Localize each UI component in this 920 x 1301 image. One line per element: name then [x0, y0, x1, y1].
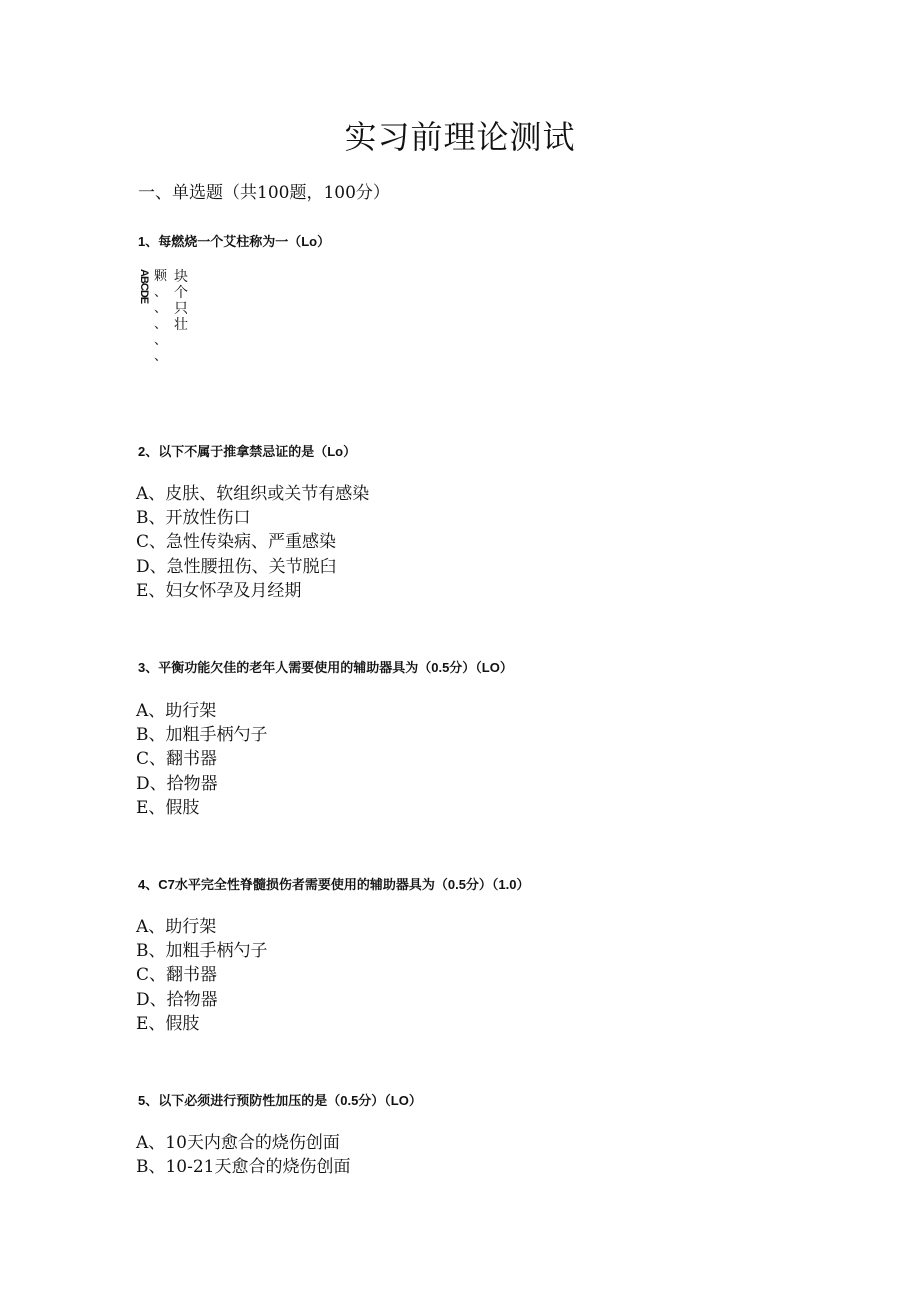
question-1-option-first: 颗	[154, 269, 168, 284]
question-1-sep: 、	[154, 333, 168, 348]
question-2-options	[136, 482, 369, 603]
question-4-options	[136, 915, 268, 1036]
option-d: D、拾物器	[136, 989, 218, 1010]
option-d: D、拾物器	[136, 773, 218, 794]
option-c: C、急性传染病、严重感染	[136, 532, 337, 553]
question-1-option-e: 壮	[174, 317, 188, 333]
section-heading: 一、单选题（共100题，100分）	[138, 183, 390, 203]
question-1-option-b: 块	[174, 269, 188, 285]
question-1-option-separators	[154, 269, 167, 365]
question-1-option-c: 个	[174, 285, 188, 301]
question-1-sep: 、	[154, 317, 168, 332]
option-a: A、助行架	[136, 917, 217, 937]
option-a: A、10天内愈合的烧伤创面	[136, 1133, 340, 1153]
question-1-sep: 、	[154, 301, 168, 316]
option-e: E、假肢	[136, 797, 200, 818]
question-4-text: 4、C7水平完全性脊髓损伤者需要使用的辅助器具为（0.5分）（1.0）	[138, 877, 530, 892]
question-3-text: 3、平衡功能欠佳的老年人需要使用的辅助器具为（0.5分）（LO）	[138, 660, 513, 675]
option-b: B、加粗手柄勺子	[136, 725, 268, 746]
question-1-sep: 、	[154, 285, 168, 300]
question-2-text: 2、以下不属于推拿禁忌证的是（Lo）	[138, 444, 357, 459]
option-b: B、加粗手柄勺子	[136, 941, 268, 962]
question-1-text: 1、每燃烧一个艾柱称为一（Lo）	[138, 234, 331, 249]
option-e: E、妇女怀孕及月经期	[136, 580, 302, 601]
question-5-text: 5、以下必须进行预防性加压的是（0.5分）（LO）	[138, 1093, 422, 1108]
question-5-options	[136, 1131, 351, 1179]
option-a: A、皮肤、软组织或关节有感染	[136, 484, 370, 504]
option-c: C、翻书器	[136, 749, 218, 770]
question-3-options	[136, 699, 268, 820]
option-c: C、翻书器	[136, 965, 218, 986]
option-d: D、急性腰扭伤、关节脱臼	[136, 556, 337, 577]
option-b: B、开放性伤口	[136, 508, 251, 529]
question-1-options	[138, 269, 218, 365]
question-1-sep: 、	[154, 349, 168, 364]
question-1-option-d: 只	[174, 301, 188, 317]
question-1-option-words	[174, 269, 188, 333]
option-a: A、助行架	[136, 701, 217, 721]
page-title: 实习前理论测试	[344, 118, 576, 156]
question-1-option-letters: ABCDE	[138, 269, 150, 304]
option-b: B、10-21天愈合的烧伤创面	[136, 1157, 351, 1178]
option-e: E、假肢	[136, 1013, 200, 1034]
